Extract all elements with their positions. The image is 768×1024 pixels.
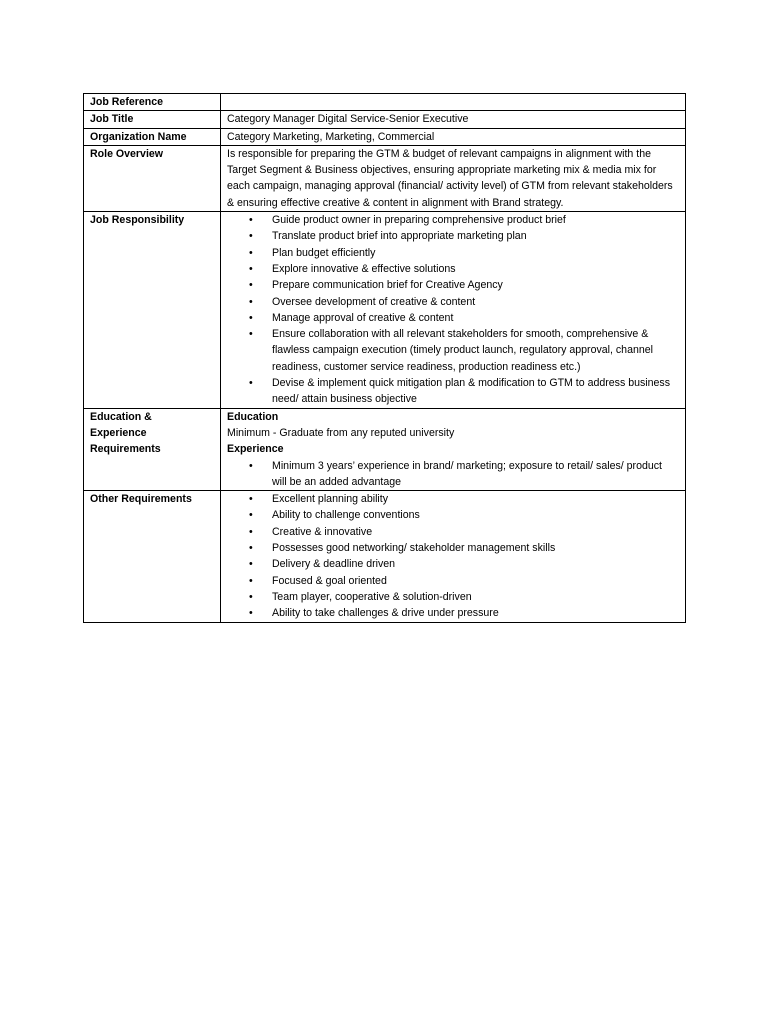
education-text: Minimum - Graduate from any reputed university (227, 426, 455, 439)
list-item: • Ability to take challenges & drive under pressure (227, 605, 679, 621)
row-other-requirements (84, 491, 686, 622)
list-item: • Ability to challenge conventions (227, 507, 679, 523)
education-experience-label-line2: Experience (90, 426, 147, 439)
job-description-table (83, 93, 686, 623)
list-item: • Creative & innovative (227, 524, 679, 540)
organization-name-value: Category Marketing, Marketing, Commercial (221, 128, 686, 145)
education-experience-label-line3: Requirements (90, 443, 161, 456)
row-role-overview (84, 145, 686, 211)
education-experience-label-line1: Education & (90, 410, 152, 423)
job-title-value: Category Manager Digital Service-Senior Executive (221, 111, 686, 128)
list-item: • Possesses good networking/ stakeholder management skills (227, 540, 679, 556)
list-item: • Minimum 3 years’ experience in brand/ marketing; exposure to retail/ sales/ product will be an added advantage (227, 458, 679, 491)
row-job-responsibility (84, 212, 686, 409)
experience-list (227, 458, 679, 491)
job-responsibility-label: Job Responsibility (84, 212, 221, 409)
row-education-experience (84, 408, 686, 490)
list-item: • Excellent planning ability (227, 491, 679, 507)
list-item: • Oversee development of creative & content (227, 294, 679, 310)
list-item: • Prepare communication brief for Creative Agency (227, 277, 679, 293)
education-experience-label (84, 408, 221, 490)
job-reference-text (227, 94, 679, 110)
other-requirements-list (227, 491, 679, 621)
job-title-label: Job Title (84, 111, 221, 128)
list-item: • Translate product brief into appropriate marketing plan (227, 228, 679, 244)
role-overview-value: Is responsible for preparing the GTM & budget of relevant campaigns in alignment with the Target Segment & Business objectives, ensuring appropriate marketing mix & media mix for each campaign, managing approval (financial/ activity level) of GTM from relevant stakeholders & ensuring effective creative & content in alignment with Brand strategy. (221, 145, 686, 211)
list-item: • Team player, cooperative & solution-driven (227, 589, 679, 605)
education-heading: Education (227, 410, 279, 423)
job-reference-label: Job Reference (84, 94, 221, 111)
job-responsibility-list (227, 212, 679, 408)
list-item: • Ensure collaboration with all relevant stakeholders for smooth, comprehensive & flawless campaign execution (timely product launch, regulatory approval, channel readiness, customer service readiness, production readiness etc.) (227, 326, 679, 375)
row-job-reference (84, 94, 686, 111)
list-item: • Delivery & deadline driven (227, 556, 679, 572)
list-item: • Devise & implement quick mitigation plan & modification to GTM to address business need/ attain business objective (227, 375, 679, 408)
list-item: • Plan budget efficiently (227, 245, 679, 261)
job-reference-value (221, 94, 686, 111)
list-item: • Explore innovative & effective solutions (227, 261, 679, 277)
other-requirements-value (221, 491, 686, 622)
education-experience-value (221, 408, 686, 490)
job-responsibility-value (221, 212, 686, 409)
list-item: • Guide product owner in preparing comprehensive product brief (227, 212, 679, 228)
experience-heading: Experience (227, 443, 284, 456)
row-organization-name (84, 128, 686, 145)
row-job-title (84, 111, 686, 128)
organization-name-label: Organization Name (84, 128, 221, 145)
list-item: • Focused & goal oriented (227, 573, 679, 589)
list-item: • Manage approval of creative & content (227, 310, 679, 326)
other-requirements-label: Other Requirements (84, 491, 221, 622)
role-overview-label: Role Overview (84, 145, 221, 211)
